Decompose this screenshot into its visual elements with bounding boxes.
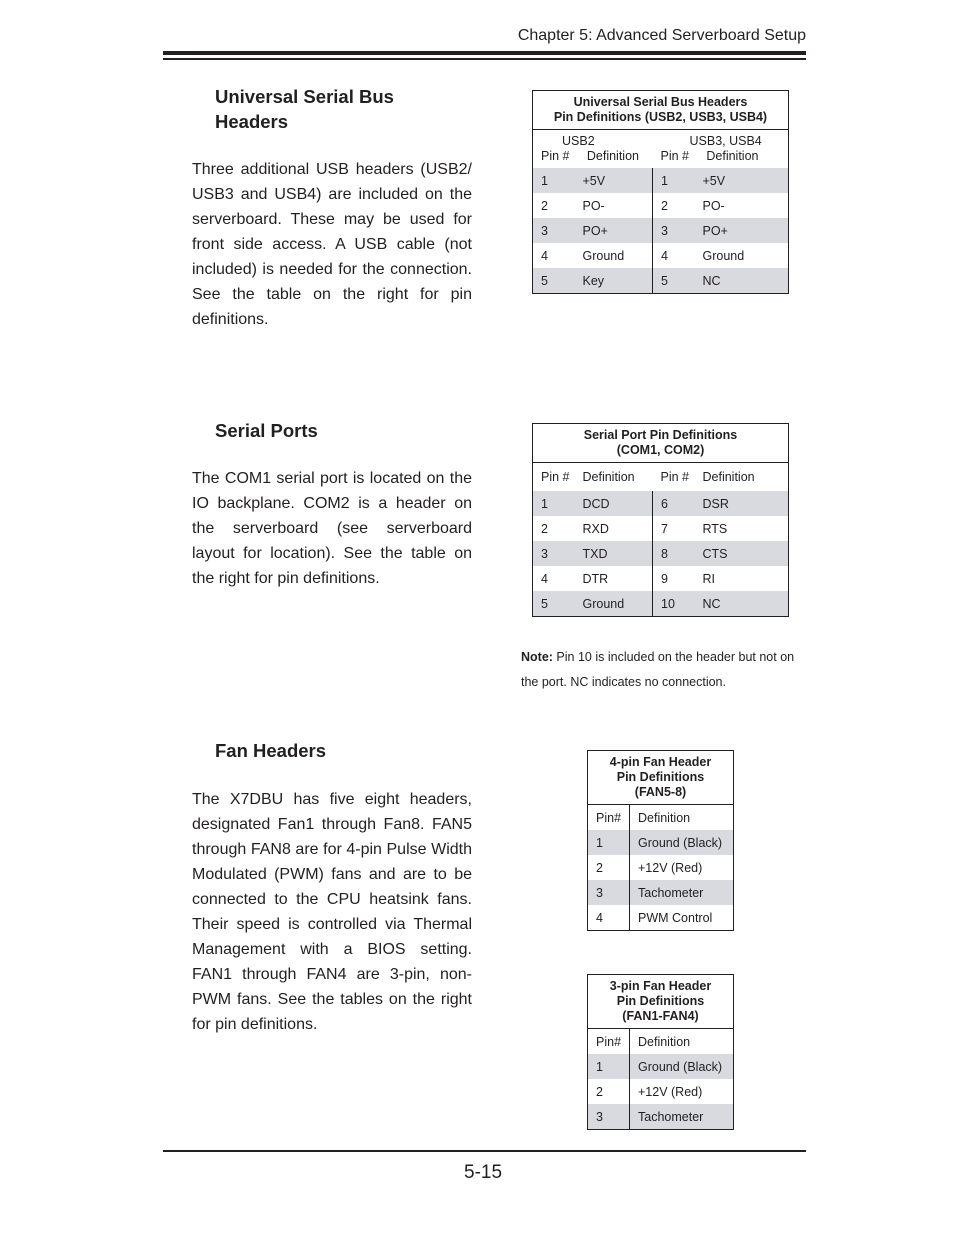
cell: +12V (Red): [638, 860, 703, 875]
cell: 9: [661, 571, 668, 586]
table-row: [533, 268, 789, 294]
table-row: [588, 1079, 734, 1104]
table-row: [533, 218, 789, 243]
usb-heading-line1: Universal Serial Bus: [215, 86, 394, 107]
fan3-title-line2: Pin Definitions: [616, 994, 705, 1008]
cell: 5: [533, 268, 575, 294]
cell: 2: [541, 198, 548, 213]
usb-col-def-2: Definition: [706, 149, 759, 163]
serial-col-def-2: Definition: [702, 470, 755, 484]
serial-note: [521, 645, 805, 695]
cell: NC: [695, 591, 789, 617]
cell: 5: [653, 268, 695, 294]
cell: Key: [575, 268, 653, 294]
table-row: [533, 541, 789, 566]
cell: 2: [661, 198, 668, 213]
serial-pin-table: [532, 423, 789, 617]
cell: DSR: [695, 491, 789, 516]
cell: PO+: [695, 218, 789, 243]
fan4-col-pin: Pin#: [588, 805, 630, 831]
cell: Tachometer: [630, 880, 734, 905]
cell: 7: [661, 521, 668, 536]
cell: 3: [588, 880, 630, 905]
cell: +5V: [695, 168, 789, 193]
cell: 1: [533, 168, 575, 193]
table-row: [533, 491, 789, 516]
table-row: [588, 1054, 734, 1079]
cell: 2: [588, 855, 630, 880]
usb-body-text: Three additional USB headers (USB2/ USB3 and USB4) are included on the serverboard. These may be used for front side access. A USB cable (not included) is needed for the connection. See the table on the right for pin definitions.: [192, 161, 472, 328]
cell: 5: [533, 591, 575, 617]
cell: RXD: [575, 516, 653, 541]
cell: Ground (Black): [630, 830, 734, 855]
serial-table-title-line2: (COM1, COM2): [616, 443, 705, 457]
cell: 2: [588, 1079, 630, 1104]
cell: 2: [541, 521, 548, 536]
cell: 3: [533, 541, 575, 566]
cell: NC: [695, 268, 789, 294]
table-row: [588, 880, 734, 905]
usb-heading-line2: Headers: [215, 111, 289, 132]
fan3-col-pin: Pin#: [588, 1029, 630, 1055]
cell: 8: [653, 541, 695, 566]
fan-heading: Fan Headers: [215, 740, 327, 761]
cell: 4: [541, 571, 548, 586]
serial-table-header: [533, 463, 789, 492]
fan4-pin-table: [587, 750, 734, 931]
fan4-table-title: [588, 751, 734, 805]
note-label: Note:: [521, 650, 553, 664]
page-number: 5-15: [464, 1162, 503, 1183]
cell: +5V: [575, 168, 653, 193]
cell: DCD: [575, 491, 653, 516]
cell: 1: [588, 1054, 630, 1079]
table-row: [588, 855, 734, 880]
cell: TXD: [575, 541, 653, 566]
fan3-title-line3: (FAN1-FAN4): [622, 1009, 699, 1023]
cell: RTS: [702, 521, 728, 536]
cell: 3: [653, 218, 695, 243]
fan3-table-title: [588, 975, 734, 1029]
table-row: [588, 905, 734, 931]
usb-group1-header: [533, 130, 653, 169]
usb-table-title-line1: Universal Serial Bus Headers: [573, 95, 748, 109]
cell: 1: [533, 491, 575, 516]
fan3-col-def: Definition: [638, 1034, 691, 1049]
cell: Tachometer: [630, 1104, 734, 1130]
serial-table-title: [533, 424, 789, 463]
fan4-table-header: [588, 805, 734, 831]
serial-body-text: The COM1 serial port is located on the IO backplane. COM2 is a header on the serverboard (see serverboard layout for location). See the table on the right for pin definitions.: [192, 470, 472, 587]
serial-heading: Serial Ports: [215, 420, 318, 441]
chapter-header: Chapter 5: Advanced Serverboard Setup: [517, 27, 806, 44]
usb-col-def: Definition: [586, 149, 639, 163]
cell: 3: [533, 218, 575, 243]
usb-group2-label: USB3, USB4: [689, 134, 762, 148]
table-row: [588, 830, 734, 855]
usb-heading: [215, 84, 394, 134]
cell: Ground: [702, 248, 745, 263]
serial-table-title-line1: Serial Port Pin Definitions: [583, 428, 738, 442]
cell: Ground (Black): [630, 1054, 734, 1079]
usb-table-title: [533, 91, 789, 130]
cell: 4: [588, 905, 630, 931]
table-row: [533, 243, 789, 268]
serial-col-def: Definition: [582, 470, 635, 484]
fan4-col-def: Definition: [638, 810, 691, 825]
usb-pin-table: [532, 90, 789, 294]
header-rule-thick: [163, 51, 806, 55]
cell: 3: [588, 1104, 630, 1130]
fan4-title-line1: 4-pin Fan Header: [609, 755, 712, 769]
cell: PO-: [702, 198, 725, 213]
cell: +12V (Red): [638, 1084, 703, 1099]
header-rule-thin: [163, 58, 806, 60]
fan-body-text: The X7DBU has five eight headers, designated Fan1 through Fan8. FAN5 through FAN8 are for 4-pin Pulse Width Modulated (PWM) fans and are to be connected to the CPU heatsink fans. Their speed is controlled via Thermal Management with a BIOS setting. FAN1 through FAN4 are 3-pin, non-PWM fans. See the tables on the right for pin definitions.: [192, 791, 472, 1033]
fan3-pin-table: [587, 974, 734, 1130]
usb-col-pin-2: Pin #: [660, 149, 689, 163]
table-row: [533, 591, 789, 617]
table-row: [588, 1104, 734, 1130]
cell: RI: [702, 571, 715, 586]
usb-col-pin: Pin #: [541, 149, 570, 163]
table-row: [533, 516, 789, 541]
cell: 1: [588, 830, 630, 855]
table-row: [533, 168, 789, 193]
fan4-title-line2: Pin Definitions: [616, 770, 705, 784]
serial-col-pin-2: Pin #: [660, 470, 689, 484]
serial-col-pin: Pin #: [541, 470, 570, 484]
usb-table-header: [533, 130, 789, 169]
cell: 4: [541, 248, 548, 263]
cell: DTR: [575, 566, 653, 591]
cell: CTS: [695, 541, 789, 566]
cell: 4: [661, 248, 668, 263]
cell: 6: [653, 491, 695, 516]
note-text: Pin 10 is included on the header but not on the port. NC indicates no connection.: [521, 650, 795, 689]
usb-group2-header: [653, 130, 789, 169]
fan3-title-line1: 3-pin Fan Header: [609, 979, 712, 993]
table-row: [533, 193, 789, 218]
cell: 10: [653, 591, 695, 617]
usb-table-title-line2: Pin Definitions (USB2, USB3, USB4): [553, 110, 768, 124]
footer-rule: [163, 1150, 806, 1152]
cell: PO-: [575, 193, 653, 218]
fan3-table-header: [588, 1029, 734, 1055]
cell: PWM Control: [638, 910, 713, 925]
cell: Ground: [575, 243, 653, 268]
fan4-title-line3: (FAN5-8): [634, 785, 687, 799]
usb-group1-label: USB2: [562, 134, 595, 148]
cell: Ground: [575, 591, 653, 617]
cell: PO+: [575, 218, 653, 243]
cell: 1: [653, 168, 695, 193]
table-row: [533, 566, 789, 591]
